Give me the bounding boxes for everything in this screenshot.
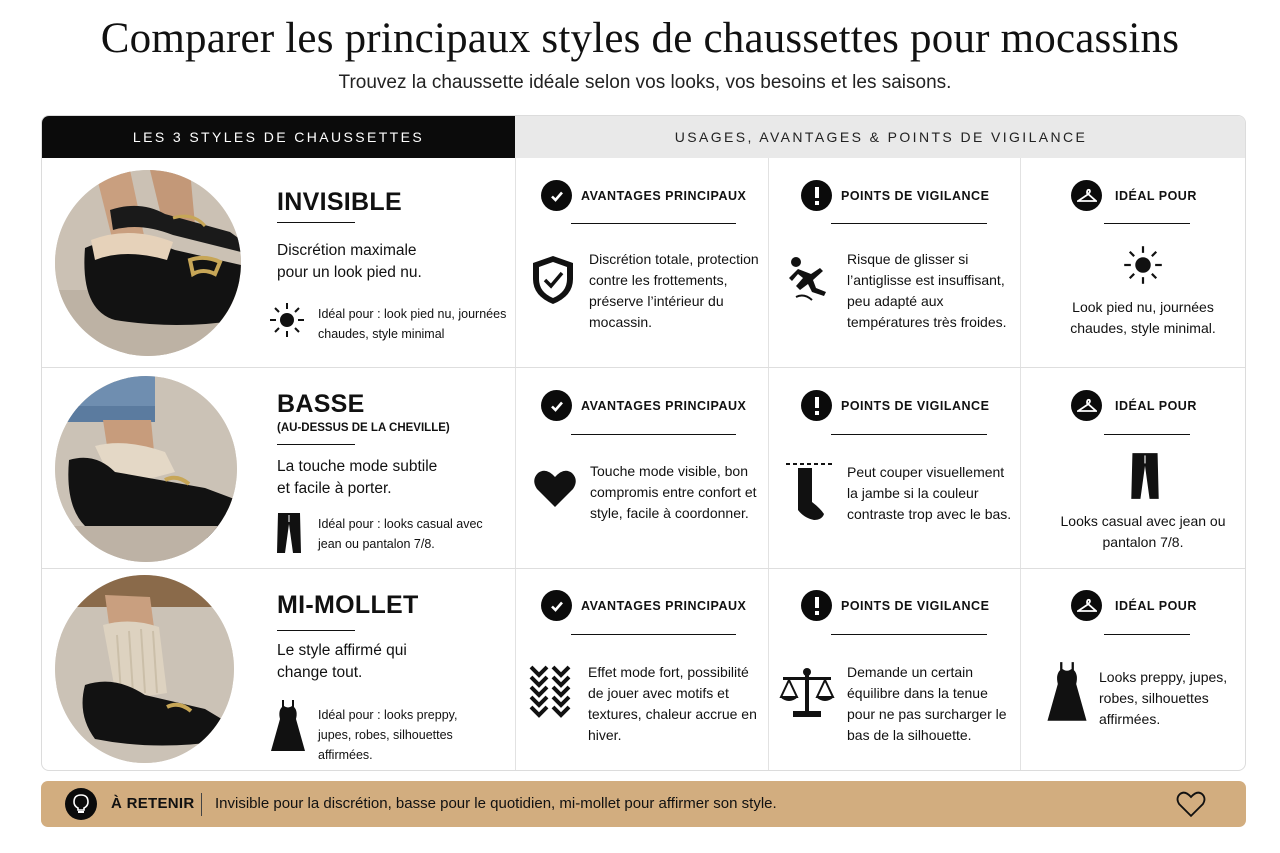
knit-texture-icon (528, 665, 574, 728)
vigilance-header (801, 390, 989, 421)
takeaway-text: Invisible pour la discrétion, basse pour le quotidien, mi-mollet pour affirmer son style. (215, 795, 777, 812)
dress-icon (1045, 661, 1089, 728)
hanger-icon (1071, 390, 1102, 421)
balance-scale-icon (779, 667, 835, 724)
table-row (42, 568, 1246, 771)
mid-calf-sock-photo (55, 575, 234, 763)
style-description: Le style affirmé qui change tout. (277, 642, 407, 681)
style-name-underline (277, 222, 355, 223)
advantages-underline (571, 634, 736, 635)
style-subtitle: (AU-DESSUS DE LA CHEVILLE) (277, 422, 450, 434)
left-column-header: LES 3 STYLES DE CHAUSSETTES (42, 116, 515, 158)
advantages-title: AVANTAGES PRINCIPAUX (581, 188, 747, 203)
advantages-text: Discrétion totale, protection contre les frottements, préserve l’intérieur du mocassin. (589, 251, 759, 330)
vigilance-title: POINTS DE VIGILANCE (841, 188, 990, 203)
vigilance-underline (831, 434, 987, 435)
comparison-table (41, 115, 1246, 771)
table-row (42, 158, 1246, 367)
style-name-underline (277, 630, 355, 631)
ideal-text: Looks preppy, jupes, robes, silhouettes affirmées. (1099, 669, 1228, 727)
sun-icon (1122, 244, 1164, 291)
takeaway-label: À RETENIR (111, 795, 195, 812)
right-column-header: USAGES, AVANTAGES & POINTS DE VIGILANCE (515, 116, 1246, 158)
ideal-title: IDÉAL POUR (1115, 188, 1197, 203)
ideal-underline (1104, 223, 1190, 224)
page-title: Comparer les principaux styles de chaussettes pour mocassins (100, 15, 1180, 62)
advantages-underline (571, 223, 736, 224)
ideal-header (1071, 590, 1197, 621)
style-name: MI-MOLLET (277, 591, 419, 619)
heart-icon (1175, 790, 1207, 823)
ideal-title: IDÉAL POUR (1115, 598, 1197, 613)
ideal-for-summary: Idéal pour : looks casual avec jean ou pantalon 7/8. (318, 517, 483, 551)
advantages-header (541, 180, 746, 211)
ideal-title: IDÉAL POUR (1115, 398, 1197, 413)
check-icon (541, 590, 572, 621)
advantages-title: AVANTAGES PRINCIPAUX (581, 398, 747, 413)
exclamation-icon (801, 590, 832, 621)
vigilance-header (801, 590, 989, 621)
sock-icon (786, 456, 832, 527)
invisible-sock-photo (55, 170, 241, 356)
advantages-header (541, 590, 746, 621)
vigilance-underline (831, 634, 987, 635)
ankle-sock-photo (55, 376, 237, 562)
ideal-header (1071, 180, 1197, 211)
exclamation-icon (801, 180, 832, 211)
style-name: INVISIBLE (277, 188, 402, 216)
slipping-person-icon (786, 254, 832, 307)
style-description: Discrétion maximale pour un look pied nu. (277, 242, 422, 281)
dress-icon (270, 699, 306, 758)
style-name-underline (277, 444, 355, 445)
advantages-text: Effet mode fort, possibilité de jouer avec motifs et textures, chaleur accrue en hiver. (588, 664, 757, 743)
advantages-header (541, 390, 746, 421)
shield-icon (530, 254, 576, 311)
ideal-text: Look pied nu, journées chaudes, style minimal. (1070, 299, 1216, 336)
ideal-for-summary: Idéal pour : looks preppy, jupes, robes, silhouettes affirmées. (318, 708, 458, 762)
table-row (42, 367, 1246, 568)
key-takeaway-banner (41, 781, 1246, 827)
heart-icon (533, 468, 577, 513)
vigilance-text: Peut couper visuellement la jambe si la couleur contraste trop avec le bas. (847, 464, 1012, 522)
advantages-text: Touche mode visible, bon compromis entre confort et style, facile à coordonner. (590, 463, 757, 521)
pants-icon (276, 512, 302, 559)
ideal-header (1071, 390, 1197, 421)
vigilance-header (801, 180, 989, 211)
style-description: La touche mode subtile et facile à porter. (277, 458, 438, 497)
ideal-for-summary: Idéal pour : look pied nu, journées chaudes, style minimal (318, 307, 507, 341)
ideal-underline (1104, 634, 1190, 635)
vigilance-title: POINTS DE VIGILANCE (841, 598, 990, 613)
advantages-title: AVANTAGES PRINCIPAUX (581, 598, 747, 613)
exclamation-icon (801, 390, 832, 421)
vigilance-title: POINTS DE VIGILANCE (841, 398, 990, 413)
takeaway-divider (201, 793, 202, 816)
check-icon (541, 180, 572, 211)
ideal-underline (1104, 434, 1190, 435)
lightbulb-icon (65, 788, 97, 820)
page-subtitle: Trouvez la chaussette idéale selon vos looks, vos besoins et les saisons. (338, 72, 952, 93)
pants-icon (1130, 452, 1160, 505)
sun-icon (268, 301, 306, 344)
hanger-icon (1071, 180, 1102, 211)
ideal-text: Looks casual avec jean ou pantalon 7/8. (1060, 513, 1226, 550)
vigilance-text: Risque de glisser si l’antiglisse est insuffisant, peu adapté aux températures très froides. (847, 251, 1007, 330)
vigilance-underline (831, 223, 987, 224)
check-icon (541, 390, 572, 421)
hanger-icon (1071, 590, 1102, 621)
vigilance-text: Demande un certain équilibre dans la tenue pour ne pas surcharger le bas de la silhouette. (847, 664, 1007, 743)
style-name: BASSE (277, 390, 365, 418)
advantages-underline (571, 434, 736, 435)
